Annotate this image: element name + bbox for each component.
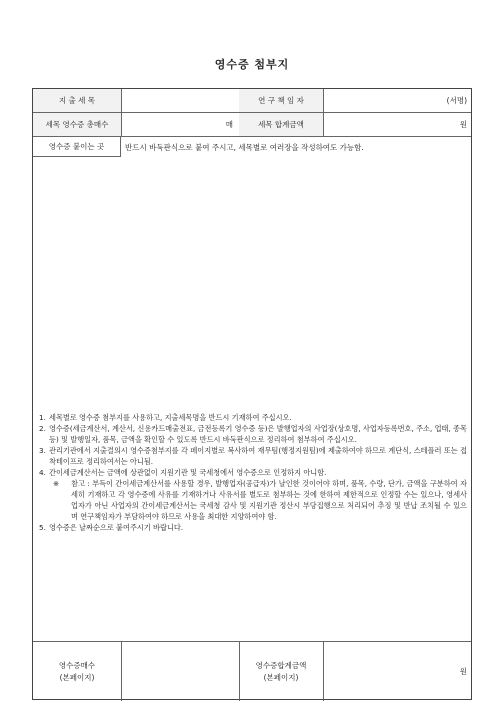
note-item: 2. 영수증(세금계산서, 계산서, 신용카드매출전표, 금전등록기 영수증 등)은 발행업자의 사업장(상호명, 사업자등록번호, 주소, 업태, 종목 등) 및 발행일자, 품목, 금액을 확인할 수 있도록 반드시 바둑판식으로 정리하여 첨부하여 주십시오.	[39, 424, 467, 444]
page-title: 영수증 첨부지	[214, 58, 290, 71]
total-amount-unit[interactable]: 원	[459, 120, 467, 129]
note-item: 1. 세목별로 영수증 첨부지를 사용하고, 지출세목명을 반드시 기재하여 주십시오.	[39, 413, 292, 422]
page-receipt-count-label: 영수증매수 (본페이지)	[58, 660, 96, 682]
page-receipt-count-value[interactable]	[121, 642, 239, 701]
row-expense-item	[33, 89, 471, 113]
form-sheet	[32, 88, 472, 700]
receipt-count-unit[interactable]: 매	[225, 120, 233, 129]
note-item: 3. 관리기관에서 지출결의시 영수증첨부지를 각 페이지별로 복사하여 재무팀(행정지원팀)에 제출하여야 하므로 계단식, 스테플러 또는 접착테이프로 정리하여서는 아니됨.	[39, 446, 467, 466]
attach-area-label: 영수증 붙이는 곳	[33, 137, 121, 157]
note-reference: ※ 참고 : 부득이 간이세금계산서를 사용할 경우, 발행업자(공급자)가 날인한 것이어야 하며, 품목, 수량, 단가, 금액을 구분하여 자세히 기재하고 각 영수증에 사유를 기재하거나 사유서를 별도로 첨부하는 것에 한하여 제한적으로 인정할 수는 있으나, 영세사업자가 아닌 사업자의 간이세금계산서는 국세청 감사 및 지원기관 정산시 부당집행으로 처리되어 추징 및 반납 조치될 수 있으며 연구책임자가 부담하여야 하므로 사용을 최대한 지양하여야 함.	[53, 479, 467, 521]
page-total-amount-label: 영수증합계금액 (본페이지)	[255, 660, 307, 682]
attach-area-instruction: 반드시 바둑판식으로 붙여 주시고, 세목별로 여러장을 작성하여도 가능함.	[125, 142, 364, 152]
summary-row	[33, 641, 471, 701]
note-item: 4. 간이세금계산서는 금액에 상관없이 지원기관 및 국세청에서 영수증으로 인정하지 아니함.	[39, 468, 327, 477]
researcher-sign[interactable]: (서명)	[446, 96, 467, 105]
total-amount-label: 세목 합계금액	[239, 113, 323, 136]
row-receipt-count	[33, 113, 471, 137]
receipt-count-label: 세목 영수증 총매수	[33, 113, 121, 136]
notes-list	[39, 412, 467, 533]
note-item: 5. 영수증은 날짜순으로 붙여주시기 바랍니다.	[39, 523, 184, 532]
researcher-label: 연 구 책 임 자	[239, 89, 323, 112]
expense-item-value[interactable]	[121, 89, 239, 112]
row-attach-area	[33, 137, 471, 157]
receipt-attach-zone[interactable]	[33, 157, 471, 407]
expense-item-label: 지 출 세 목	[33, 89, 121, 112]
page-total-amount-value[interactable]: 원	[459, 666, 467, 676]
